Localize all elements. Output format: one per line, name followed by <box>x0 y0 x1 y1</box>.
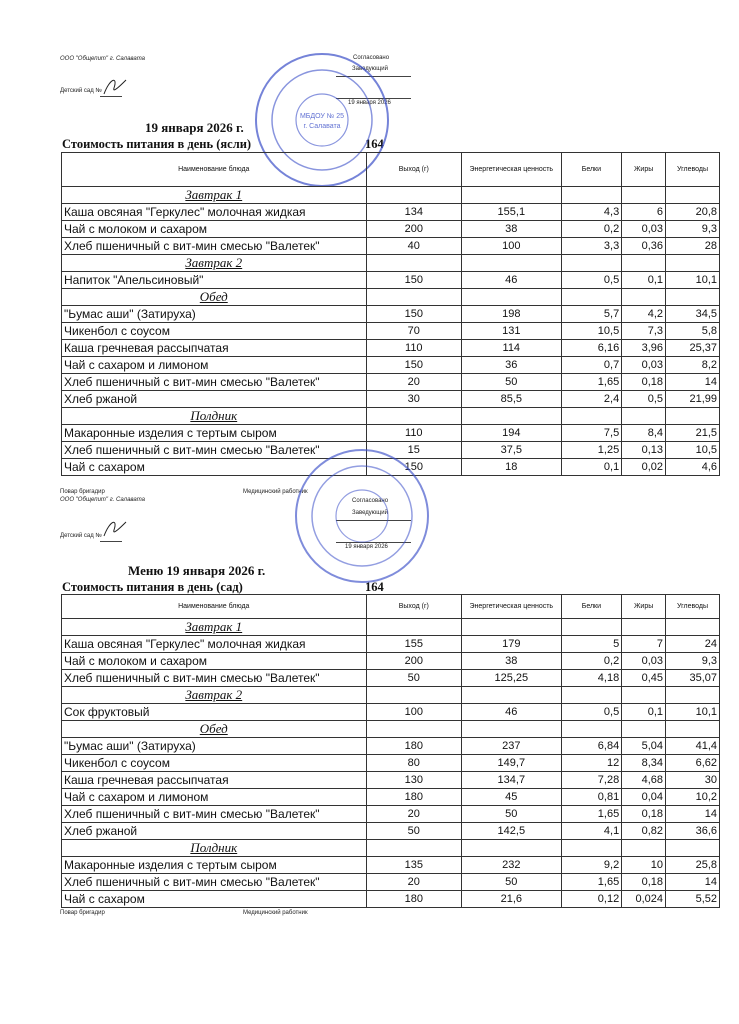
energy-cell: 100 <box>462 238 562 255</box>
meal-section-title: Полдник <box>62 840 367 857</box>
dish-name: Каша овсяная "Геркулес" молочная жидкая <box>62 204 367 221</box>
energy-cell: 142,5 <box>462 823 562 840</box>
energy-cell: 114 <box>462 340 562 357</box>
fat-cell: 5,04 <box>622 738 666 755</box>
meal-section-row <box>62 840 720 857</box>
energy-cell: 45 <box>462 789 562 806</box>
fat-cell: 0,03 <box>622 653 666 670</box>
carbs-cell: 10,1 <box>666 272 720 289</box>
fat-cell: 0,18 <box>622 874 666 891</box>
energy-cell: 237 <box>462 738 562 755</box>
empty-cell <box>366 840 462 857</box>
energy-cell: 198 <box>462 306 562 323</box>
meal-section-title: Завтрак 2 <box>62 687 367 704</box>
energy-cell: 38 <box>462 221 562 238</box>
energy-cell: 85,5 <box>462 391 562 408</box>
meal-section-row <box>62 619 720 636</box>
dish-name: "Ьумас аши" (Затируха) <box>62 306 367 323</box>
fat-cell: 0,1 <box>622 704 666 721</box>
fat-cell: 0,03 <box>622 221 666 238</box>
carbs-cell: 10,2 <box>666 789 720 806</box>
carbs-cell: 9,3 <box>666 221 720 238</box>
portion-cell: 80 <box>366 755 462 772</box>
portion-cell: 100 <box>366 704 462 721</box>
table-row <box>62 789 720 806</box>
protein-cell: 6,84 <box>561 738 622 755</box>
portion-cell: 180 <box>366 891 462 908</box>
fat-cell: 0,02 <box>622 459 666 476</box>
carbs-cell: 30 <box>666 772 720 789</box>
carbs-cell: 20,8 <box>666 204 720 221</box>
org-name: ООО "Общепит" г. Салавата <box>60 56 146 62</box>
page-title: 19 января 2026 г. <box>145 120 244 135</box>
carbs-cell: 5,8 <box>666 323 720 340</box>
table-row <box>62 653 720 670</box>
empty-cell <box>561 687 622 704</box>
empty-cell <box>462 687 562 704</box>
menu-table-nursery <box>61 152 720 476</box>
portion-cell: 180 <box>366 789 462 806</box>
cost-value: 164 <box>365 137 384 151</box>
carbs-cell: 41,4 <box>666 738 720 755</box>
fat-cell: 0,024 <box>622 891 666 908</box>
fat-cell: 0,82 <box>622 823 666 840</box>
empty-cell <box>462 721 562 738</box>
protein-cell: 1,65 <box>561 806 622 823</box>
carbs-cell: 34,5 <box>666 306 720 323</box>
fat-cell: 10 <box>622 857 666 874</box>
dish-name: Хлеб пшеничный с вит-мин смесью "Валетек" <box>62 670 367 687</box>
empty-cell <box>622 687 666 704</box>
table-row <box>62 636 720 653</box>
empty-cell <box>462 408 562 425</box>
dish-name: Макаронные изделия с тертым сыром <box>62 857 367 874</box>
kindergarten-label-2: Детский сад № <box>60 533 102 539</box>
dish-name: Напиток "Апельсиновый" <box>62 272 367 289</box>
energy-cell: 46 <box>462 272 562 289</box>
fat-cell: 6 <box>622 204 666 221</box>
portion-cell: 20 <box>366 374 462 391</box>
carbs-cell: 5,52 <box>666 891 720 908</box>
dish-name: Хлеб пшеничный с вит-мин смесью "Валетек" <box>62 874 367 891</box>
energy-cell: 46 <box>462 704 562 721</box>
table-row <box>62 670 720 687</box>
empty-cell <box>666 187 720 204</box>
energy-cell: 38 <box>462 653 562 670</box>
energy-cell: 125,25 <box>462 670 562 687</box>
fat-cell: 0,03 <box>622 357 666 374</box>
protein-cell: 0,7 <box>561 357 622 374</box>
dish-name: Хлеб пшеничный с вит-мин смесью "Валетек" <box>62 806 367 823</box>
carbs-cell: 10,1 <box>666 704 720 721</box>
dish-name: Макаронные изделия с тертым сыром <box>62 425 367 442</box>
meal-section-row <box>62 687 720 704</box>
protein-cell: 10,5 <box>561 323 622 340</box>
portion-cell: 155 <box>366 636 462 653</box>
portion-cell: 180 <box>366 738 462 755</box>
empty-cell <box>666 687 720 704</box>
energy-cell: 232 <box>462 857 562 874</box>
portion-cell: 150 <box>366 306 462 323</box>
col-header: Наименование блюда <box>62 153 367 187</box>
fat-cell: 0,18 <box>622 806 666 823</box>
col-header: Энергетическая ценность <box>462 595 562 619</box>
meal-section-row <box>62 255 720 272</box>
carbs-cell: 9,3 <box>666 653 720 670</box>
empty-cell <box>366 619 462 636</box>
table-row <box>62 357 720 374</box>
protein-cell: 0,2 <box>561 221 622 238</box>
empty-cell <box>561 255 622 272</box>
empty-cell <box>462 187 562 204</box>
energy-cell: 155,1 <box>462 204 562 221</box>
protein-cell: 4,3 <box>561 204 622 221</box>
empty-cell <box>561 619 622 636</box>
table-row <box>62 425 720 442</box>
empty-cell <box>366 255 462 272</box>
dish-name: Чикенбол с соусом <box>62 323 367 340</box>
carbs-cell: 14 <box>666 374 720 391</box>
protein-cell: 6,16 <box>561 340 622 357</box>
org-name-2: ООО "Общепит" г. Салавата <box>60 497 146 503</box>
col-header: Жиры <box>622 153 666 187</box>
empty-cell <box>561 721 622 738</box>
carbs-cell: 25,37 <box>666 340 720 357</box>
table-row <box>62 340 720 357</box>
signature-icon <box>100 516 130 540</box>
empty-cell <box>666 619 720 636</box>
carbs-cell: 6,62 <box>666 755 720 772</box>
fat-cell: 4,2 <box>622 306 666 323</box>
dish-name: Чай с сахаром <box>62 891 367 908</box>
carbs-cell: 14 <box>666 806 720 823</box>
empty-cell <box>666 255 720 272</box>
carbs-cell: 21,99 <box>666 391 720 408</box>
fat-cell: 7 <box>622 636 666 653</box>
portion-cell: 200 <box>366 221 462 238</box>
portion-cell: 70 <box>366 323 462 340</box>
signature-icon <box>100 74 130 98</box>
protein-cell: 1,65 <box>561 374 622 391</box>
head-label-2: Заведующий <box>352 510 388 516</box>
fat-cell: 0,45 <box>622 670 666 687</box>
fat-cell: 0,36 <box>622 238 666 255</box>
carbs-cell: 8,2 <box>666 357 720 374</box>
carbs-cell: 14 <box>666 874 720 891</box>
energy-cell: 50 <box>462 806 562 823</box>
protein-cell: 0,81 <box>561 789 622 806</box>
stamp-icon <box>292 446 432 586</box>
meal-section-title: Завтрак 1 <box>62 187 367 204</box>
fat-cell: 7,3 <box>622 323 666 340</box>
empty-cell <box>366 289 462 306</box>
dish-name: Чай с сахаром и лимоном <box>62 789 367 806</box>
energy-cell: 21,6 <box>462 891 562 908</box>
portion-cell: 150 <box>366 459 462 476</box>
protein-cell: 0,2 <box>561 653 622 670</box>
portion-cell: 50 <box>366 670 462 687</box>
empty-cell <box>561 840 622 857</box>
meal-section-title: Завтрак 2 <box>62 255 367 272</box>
portion-cell: 130 <box>366 772 462 789</box>
cost-value-2: 164 <box>365 580 384 594</box>
empty-cell <box>622 721 666 738</box>
empty-cell <box>666 721 720 738</box>
protein-cell: 12 <box>561 755 622 772</box>
carbs-cell: 35,07 <box>666 670 720 687</box>
fat-cell: 8,34 <box>622 755 666 772</box>
table-row <box>62 857 720 874</box>
dish-name: Чай с сахаром <box>62 459 367 476</box>
fat-cell: 3,96 <box>622 340 666 357</box>
col-header: Наименование блюда <box>62 595 367 619</box>
table-row <box>62 772 720 789</box>
fat-cell: 0,18 <box>622 374 666 391</box>
energy-cell: 37,5 <box>462 442 562 459</box>
dish-name: "Ьумас аши" (Затируха) <box>62 738 367 755</box>
carbs-cell: 21,5 <box>666 425 720 442</box>
empty-cell <box>462 840 562 857</box>
meal-section-title: Завтрак 1 <box>62 619 367 636</box>
medic-label: Медицинский работник <box>243 489 308 495</box>
energy-cell: 179 <box>462 636 562 653</box>
empty-cell <box>622 840 666 857</box>
page-title-2: Меню 19 января 2026 г. <box>128 563 266 578</box>
carbs-cell: 24 <box>666 636 720 653</box>
empty-cell <box>622 408 666 425</box>
approved-date-2: 19 января 2026 <box>345 544 388 550</box>
dish-name: Каша гречневая рассыпчатая <box>62 772 367 789</box>
protein-cell: 4,18 <box>561 670 622 687</box>
dish-name: Сок фруктовый <box>62 704 367 721</box>
dish-name: Каша овсяная "Геркулес" молочная жидкая <box>62 636 367 653</box>
empty-cell <box>622 619 666 636</box>
col-header: Жиры <box>622 595 666 619</box>
empty-cell <box>561 187 622 204</box>
svg-text:МБДОУ № 25: МБДОУ № 25 <box>299 113 345 120</box>
portion-cell: 150 <box>366 357 462 374</box>
energy-cell: 18 <box>462 459 562 476</box>
carbs-cell: 28 <box>666 238 720 255</box>
table-row <box>62 238 720 255</box>
energy-cell: 36 <box>462 357 562 374</box>
dish-name: Хлеб пшеничный с вит-мин смесью "Валетек" <box>62 374 367 391</box>
empty-cell <box>561 289 622 306</box>
cost-label: Стоимость питания в день (ясли) <box>62 137 252 151</box>
table-row <box>62 874 720 891</box>
energy-cell: 194 <box>462 425 562 442</box>
protein-cell: 1,65 <box>561 874 622 891</box>
protein-cell: 7,28 <box>561 772 622 789</box>
col-header: Выход (г) <box>366 153 462 187</box>
portion-cell: 40 <box>366 238 462 255</box>
table-row <box>62 221 720 238</box>
empty-cell <box>462 289 562 306</box>
empty-cell <box>366 687 462 704</box>
protein-cell: 0,5 <box>561 704 622 721</box>
empty-cell <box>462 255 562 272</box>
table-row <box>62 391 720 408</box>
meal-section-row <box>62 408 720 425</box>
table-row <box>62 891 720 908</box>
protein-cell: 1,25 <box>561 442 622 459</box>
dish-name: Хлеб пшеничный с вит-мин смесью "Валетек" <box>62 442 367 459</box>
dish-name: Хлеб ржаной <box>62 823 367 840</box>
carbs-cell: 25,8 <box>666 857 720 874</box>
fat-cell: 8,4 <box>622 425 666 442</box>
cost-label-2: Стоимость питания в день (сад) <box>62 580 243 594</box>
dish-name: Чай с молоком и сахаром <box>62 653 367 670</box>
table-row <box>62 306 720 323</box>
col-header: Белки <box>561 153 622 187</box>
meal-section-row <box>62 721 720 738</box>
fat-cell: 0,1 <box>622 272 666 289</box>
empty-cell <box>366 721 462 738</box>
empty-cell <box>666 840 720 857</box>
protein-cell: 0,1 <box>561 459 622 476</box>
energy-cell: 50 <box>462 374 562 391</box>
col-header: Углеводы <box>666 595 720 619</box>
table-row <box>62 755 720 772</box>
protein-cell: 9,2 <box>561 857 622 874</box>
portion-cell: 50 <box>366 823 462 840</box>
cook-label: Повар бригадир <box>60 489 105 495</box>
dish-name: Хлеб пшеничный с вит-мин смесью "Валетек" <box>62 238 367 255</box>
fat-cell: 0,04 <box>622 789 666 806</box>
empty-cell <box>561 408 622 425</box>
table-row <box>62 704 720 721</box>
portion-cell: 30 <box>366 391 462 408</box>
col-header: Углеводы <box>666 153 720 187</box>
protein-cell: 3,3 <box>561 238 622 255</box>
meal-section-title: Полдник <box>62 408 367 425</box>
table-row <box>62 738 720 755</box>
dish-name: Каша гречневая рассыпчатая <box>62 340 367 357</box>
empty-cell <box>622 289 666 306</box>
empty-cell <box>366 187 462 204</box>
meal-section-row <box>62 187 720 204</box>
table-row <box>62 323 720 340</box>
protein-cell: 5,7 <box>561 306 622 323</box>
portion-cell: 110 <box>366 340 462 357</box>
dish-name: Хлеб ржаной <box>62 391 367 408</box>
meal-section-row <box>62 289 720 306</box>
portion-cell: 15 <box>366 442 462 459</box>
fat-cell: 0,13 <box>622 442 666 459</box>
protein-cell: 7,5 <box>561 425 622 442</box>
portion-cell: 20 <box>366 806 462 823</box>
carbs-cell: 36,6 <box>666 823 720 840</box>
portion-cell: 200 <box>366 653 462 670</box>
dish-name: Чикенбол с соусом <box>62 755 367 772</box>
medic-label-2: Медицинский работник <box>243 910 308 916</box>
protein-cell: 5 <box>561 636 622 653</box>
energy-cell: 131 <box>462 323 562 340</box>
head-label: Заведующий <box>352 66 388 72</box>
meal-section-title: Обед <box>62 721 367 738</box>
fat-cell: 4,68 <box>622 772 666 789</box>
protein-cell: 2,4 <box>561 391 622 408</box>
empty-cell <box>666 408 720 425</box>
col-header: Энергетическая ценность <box>462 153 562 187</box>
approved-label-2: Согласовано <box>352 498 389 504</box>
portion-cell: 134 <box>366 204 462 221</box>
portion-cell: 110 <box>366 425 462 442</box>
col-header: Выход (г) <box>366 595 462 619</box>
table-row <box>62 823 720 840</box>
empty-cell <box>462 619 562 636</box>
col-header: Белки <box>561 595 622 619</box>
portion-cell: 135 <box>366 857 462 874</box>
dish-name: Чай с сахаром и лимоном <box>62 357 367 374</box>
carbs-cell: 4,6 <box>666 459 720 476</box>
kindergarten-label: Детский сад № <box>60 88 102 94</box>
cook-label-2: Повар бригадир <box>60 910 105 916</box>
protein-cell: 4,1 <box>561 823 622 840</box>
carbs-cell: 10,5 <box>666 442 720 459</box>
energy-cell: 50 <box>462 874 562 891</box>
meal-section-title: Обед <box>62 289 367 306</box>
approved-label: Согласовано <box>353 55 390 61</box>
table-row <box>62 374 720 391</box>
empty-cell <box>666 289 720 306</box>
table-row <box>62 806 720 823</box>
approved-date: 19 января 2026 <box>348 100 391 106</box>
table-row <box>62 272 720 289</box>
portion-cell: 20 <box>366 874 462 891</box>
energy-cell: 149,7 <box>462 755 562 772</box>
dish-name: Чай с молоком и сахаром <box>62 221 367 238</box>
protein-cell: 0,12 <box>561 891 622 908</box>
table-row <box>62 204 720 221</box>
empty-cell <box>366 408 462 425</box>
energy-cell: 134,7 <box>462 772 562 789</box>
protein-cell: 0,5 <box>561 272 622 289</box>
empty-cell <box>622 187 666 204</box>
menu-table-kindergarten <box>61 594 720 908</box>
portion-cell: 150 <box>366 272 462 289</box>
fat-cell: 0,5 <box>622 391 666 408</box>
svg-text:г. Салавата: г. Салавата <box>303 123 341 130</box>
empty-cell <box>622 255 666 272</box>
